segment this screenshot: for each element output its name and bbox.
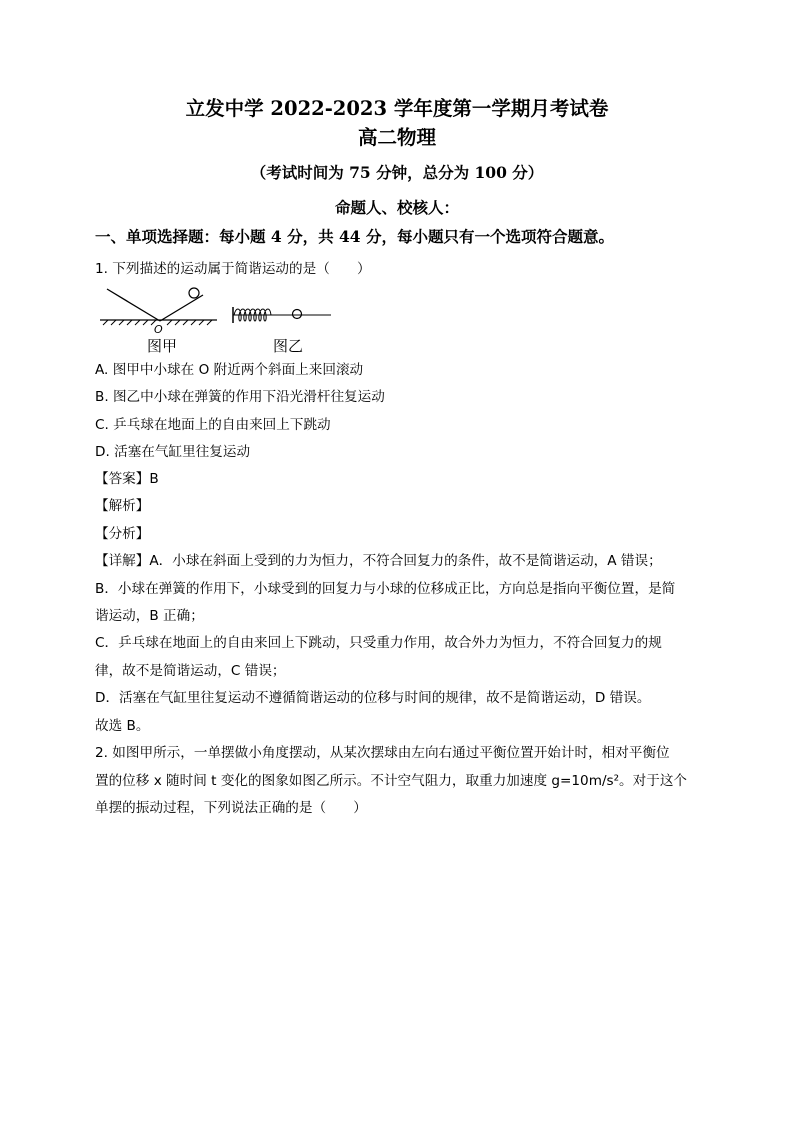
figure-jia-diagram — [100, 288, 217, 336]
figure-yi-diagram — [233, 307, 331, 323]
q1-detail-line: 【详解】A．小球在斜面上受到的力为恒力，不符合回复力的条件，故不是简谐运动，A 错误； — [95, 553, 662, 569]
q1-option-a: A. 图甲中小球在 O 附近两个斜面上来回滚动 — [95, 362, 364, 378]
exam-title: 立发中学 2022-2023 学年度第一学期月考试卷 — [185, 97, 609, 120]
q1-detail-line: 律，故不是简谐运动，C 错误； — [95, 663, 286, 679]
section-heading: 一、单项选择题：每小题 4 分，共 44 分，每小题只有一个选项符合题意。 — [95, 227, 614, 246]
q1-detail-line: 故选 B。 — [95, 718, 150, 734]
q1-option-d: D. 活塞在气缸里往复运动 — [95, 444, 251, 460]
q1-option-c: C. 乒乓球在地面上的自由来回上下跳动 — [95, 417, 331, 433]
q2-stem-line: 置的位移 x 随时间 t 变化的图象如图乙所示。不计空气阻力，取重力加速度 g=10m/s²。对于这个 — [95, 773, 688, 789]
q1-fenxi-label: 【分析】 — [95, 526, 150, 542]
q1-stem: 1. 下列描述的运动属于简谐运动的是（ ） — [95, 261, 371, 277]
q2-stem-line: 单摆的振动过程，下列说法正确的是（ ） — [95, 800, 367, 816]
q1-detail-line: C．乒乓球在地面上的自由来回上下跳动，只受重力作用，故合外力为恒力，不符合回复力的规 — [95, 635, 662, 651]
exam-subject: 高二物理 — [357, 126, 436, 149]
point-o-label: O — [154, 323, 163, 336]
q1-answer: 【答案】B — [95, 471, 159, 487]
q1-detail-line: 谐运动，B 正确； — [95, 608, 204, 624]
figure-yi-label: 图乙 — [273, 337, 304, 355]
q1-option-b: B. 图乙中小球在弹簧的作用下沿光滑杆往复运动 — [95, 389, 385, 405]
q2-stem-line: 2. 如图甲所示，一单摆做小角度摆动，从某次摆球由左向右通过平衡位置开始计时，相对平衡位 — [95, 745, 670, 761]
exam-authors: 命题人、校核人： — [334, 198, 459, 217]
q1-detail-line: B．小球在弹簧的作用下，小球受到的回复力与小球的位移成正比，方向总是指向平衡位置，是简 — [95, 581, 676, 597]
q1-figure — [95, 283, 345, 355]
exam-time-note: （考试时间为 75 分钟，总分为 100 分） — [250, 163, 544, 182]
q1-detail-line: D．活塞在气缸里往复运动不遵循简谐运动的位移与时间的规律，故不是简谐运动，D 错误。 — [95, 690, 651, 706]
figure-jia-label: 图甲 — [147, 337, 178, 355]
q1-analysis-label: 【解析】 — [95, 498, 150, 514]
